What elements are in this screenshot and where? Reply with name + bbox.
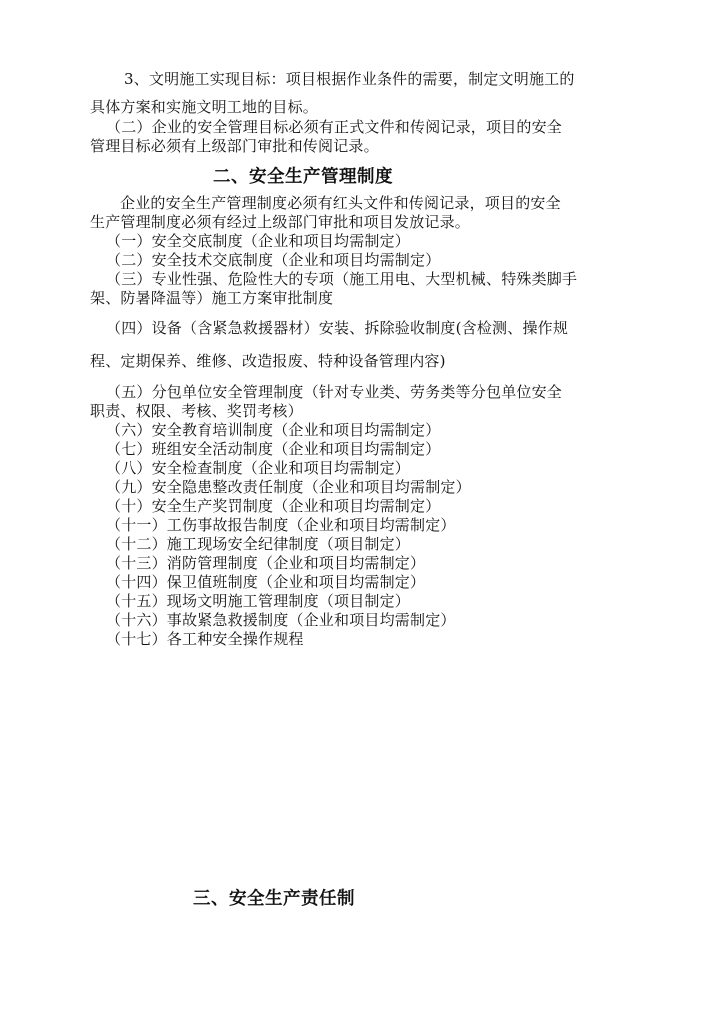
list-item: （十五）现场文明施工管理制度（项目制定）	[106, 592, 411, 610]
list-item: （九）安全隐患整改责任制度（企业和项目均需制定）	[106, 478, 471, 496]
list-item: （十三）消防管理制度（企业和项目均需制定）	[106, 554, 426, 572]
list-item-continuation: 架、防暑降温等）施工方案审批制度	[90, 289, 334, 307]
list-item: （二）安全技术交底制度（企业和项目均需制定）	[106, 251, 441, 269]
paragraph-target-line1: （二）企业的安全管理目标必须有正式文件和传阅记录，项目的安全	[106, 118, 563, 136]
list-item: （八）安全检查制度（企业和项目均需制定）	[106, 459, 411, 477]
paragraph-goal-line2: 具体方案和实施文明工地的目标。	[90, 98, 319, 116]
paragraph-intro-line1: 企业的安全生产管理制度必须有红头文件和传阅记录，项目的安全	[120, 194, 561, 212]
list-item: （十六）事故紧急救援制度（企业和项目均需制定）	[106, 611, 456, 629]
list-item: （十七）各工种安全操作规程	[106, 630, 304, 648]
list-item: （十）安全生产奖罚制度（企业和项目均需制定）	[106, 497, 441, 515]
section-heading-management-system: 二、安全生产管理制度	[213, 167, 393, 187]
list-item: （五）分包单位安全管理制度（针对专业类、劳务类等分包单位安全	[106, 383, 563, 401]
list-item-continuation: 职责、权限、考核、奖罚考核）	[90, 402, 303, 420]
list-item: （十四）保卫值班制度（企业和项目均需制定）	[106, 573, 426, 591]
section-heading-responsibility-system: 三、安全生产责任制	[193, 889, 355, 909]
list-item: （十一）工伤事故报告制度（企业和项目均需制定）	[106, 516, 456, 534]
list-item: （六）安全教育培训制度（企业和项目均需制定）	[106, 421, 441, 439]
paragraph-target-line2: 管理目标必须有上级部门审批和传阅记录。	[90, 137, 379, 155]
list-item: （三）专业性强、危险性大的专项（施工用电、大型机械、特殊类脚手	[106, 270, 578, 288]
list-item-continuation: 程、定期保养、维修、改造报废、特种设备管理内容)	[90, 352, 446, 370]
paragraph-intro-line2: 生产管理制度必须有经过上级部门审批和项目发放记录。	[90, 213, 471, 231]
list-item: （四）设备（含紧急救援器材）安装、拆除验收制度(含检测、操作规	[106, 319, 569, 337]
list-item: （一）安全交底制度（企业和项目均需制定）	[106, 232, 411, 250]
paragraph-goal-line1: 3、文明施工实现目标：项目根据作业条件的需要，制定文明施工的	[124, 70, 575, 88]
list-item: （七）班组安全活动制度（企业和项目均需制定）	[106, 440, 441, 458]
list-item: （十二）施工现场安全纪律制度（项目制定）	[106, 535, 411, 553]
